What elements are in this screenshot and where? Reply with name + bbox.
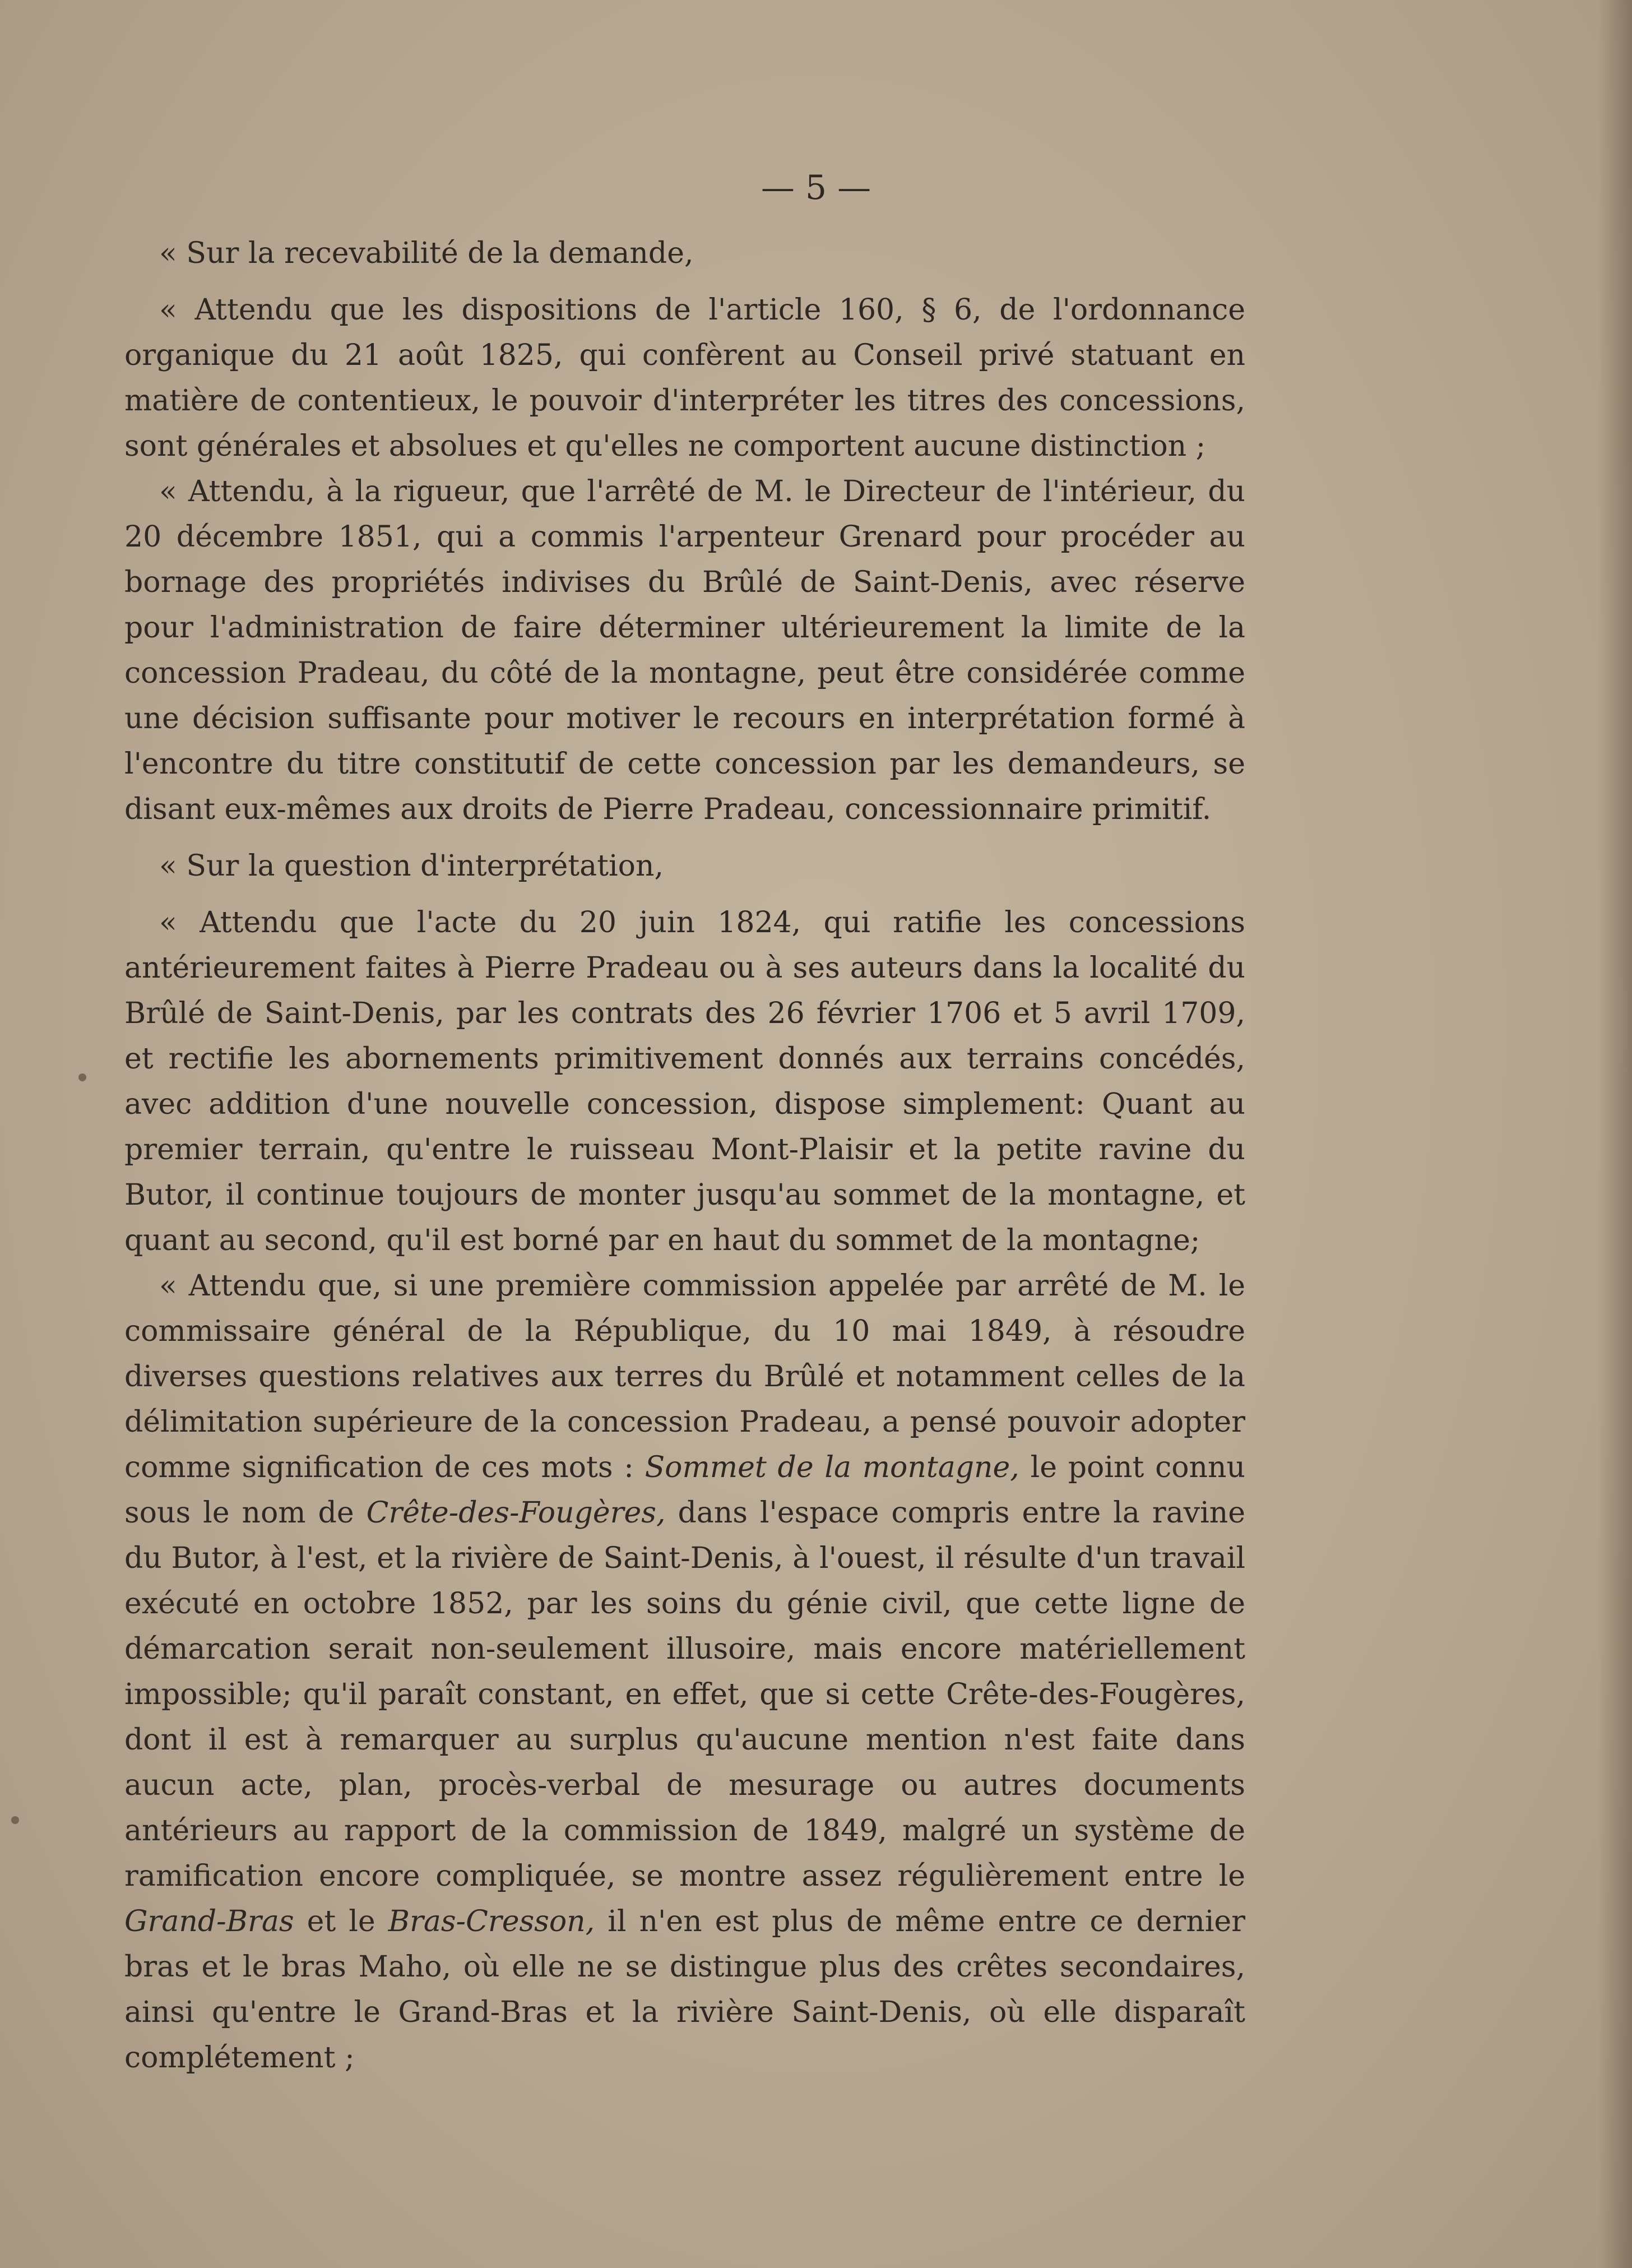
page-edge-shadow	[1598, 0, 1632, 2268]
document-body	[124, 220, 1245, 2081]
section-heading-interpretation: « Sur la question d'interprétation,	[159, 849, 664, 883]
section-heading-recevabilite: « Sur la recevabilité de la demande,	[159, 237, 694, 270]
italic-term: Bras-Cresson,	[388, 1905, 595, 1938]
paragraph-arrete-directeur: « Attendu, à la rigueur, que l'arrêté de M. le Directeur de l'intérieur, du 20 décembre 1851, qui a commis l'arpenteur Grenard pour procéder au bornage des propriétés indivises du Brûlé de Saint-Denis, avec réserve pour l'administration de faire déterminer ultérieurement la limite de la concession Pradeau, du côté de la montagne, peut être considérée comme une décision suffisante pour motiver le recours en interprétation formé à l'encontre du titre constitutif de cette concession par les demandeurs, se disant eux-mêmes aux droits de Pierre Pradeau, concessionnaire primitif.	[124, 475, 1245, 826]
paragraph-acte-1824: « Attendu que l'acte du 20 juin 1824, qui ratifie les concessions antérieurement faites à Pierre Pradeau ou à ses auteurs dans la localité du Brûlé de Saint-Denis, par les contrats des 26 février 1706 et 5 avril 1709, et rectifie les abornements primitivement donnés aux terrains concédés, avec addition d'une nouvelle concession, dispose simplement: Quant au premier terrain, qu'entre le ruisseau Mont-Plaisir et la petite ravine du Butor, il continue toujours de monter jusqu'au sommet de la montagne, et quant au second, qu'il est borné par en haut du sommet de la montagne;	[124, 906, 1245, 1257]
paper-speck	[11, 1816, 19, 1824]
text-run: « Attendu que, si une première commission appelée par arrêté de M. le commissaire général de la République, du 10 mai 1849, à résoudre diverses questions relatives aux terres du Brûlé et notamment celles de la délimitation supérieure de la concession Pradeau, a pensé pouvoir adopter comme signification de ces mots :	[124, 1269, 1245, 1484]
page-number: — 5 —	[761, 168, 871, 207]
text-run: il n'en est plus de même entre ce dernier bras et le bras Maho, où elle ne se distingue plus des crêtes secondaires, ainsi qu'entre le Grand-Bras et la rivière Saint-Denis, où elle disparaît complétement ;	[124, 1905, 1245, 2075]
paper-speck	[78, 1073, 86, 1081]
paragraph-ordonnance: « Attendu que les dispositions de l'article 160, § 6, de l'ordonnance organique du 21 août 1825, qui confèrent au Conseil privé statuant en matière de contentieux, le pouvoir d'interpréter les titres des concessions, sont générales et absolues et qu'elles ne comportent aucune distinction ;	[124, 293, 1245, 463]
text-run: dans l'espace compris entre la ravine du Butor, à l'est, et la rivière de Saint-Denis, à l'ouest, il résulte d'un travail exécuté en octobre 1852, par les soins du génie civil, que cette ligne de démarcation serait non-seulement illusoire, mais encore matériellement impossible; qu'il paraît constant, en effet, que si cette Crête-des-Fougères, dont il est à remarquer au surplus qu'aucune mention n'est faite dans aucun acte, plan, procès-verbal de mesurage ou autres documents antérieurs au rapport de la commission de 1849, malgré un système de ramification encore compliquée, se montre assez régulièrement entre le	[124, 1496, 1245, 1893]
text-run: le point connu sous le nom de	[124, 1451, 1245, 1530]
italic-term: Sommet de la montagne,	[645, 1451, 1019, 1484]
text-run: et le	[294, 1905, 388, 1938]
italic-term: Crête-des-Fougères,	[366, 1496, 666, 1530]
paragraph-commission	[124, 1263, 1245, 2081]
italic-term: Grand-Bras	[124, 1905, 294, 1938]
